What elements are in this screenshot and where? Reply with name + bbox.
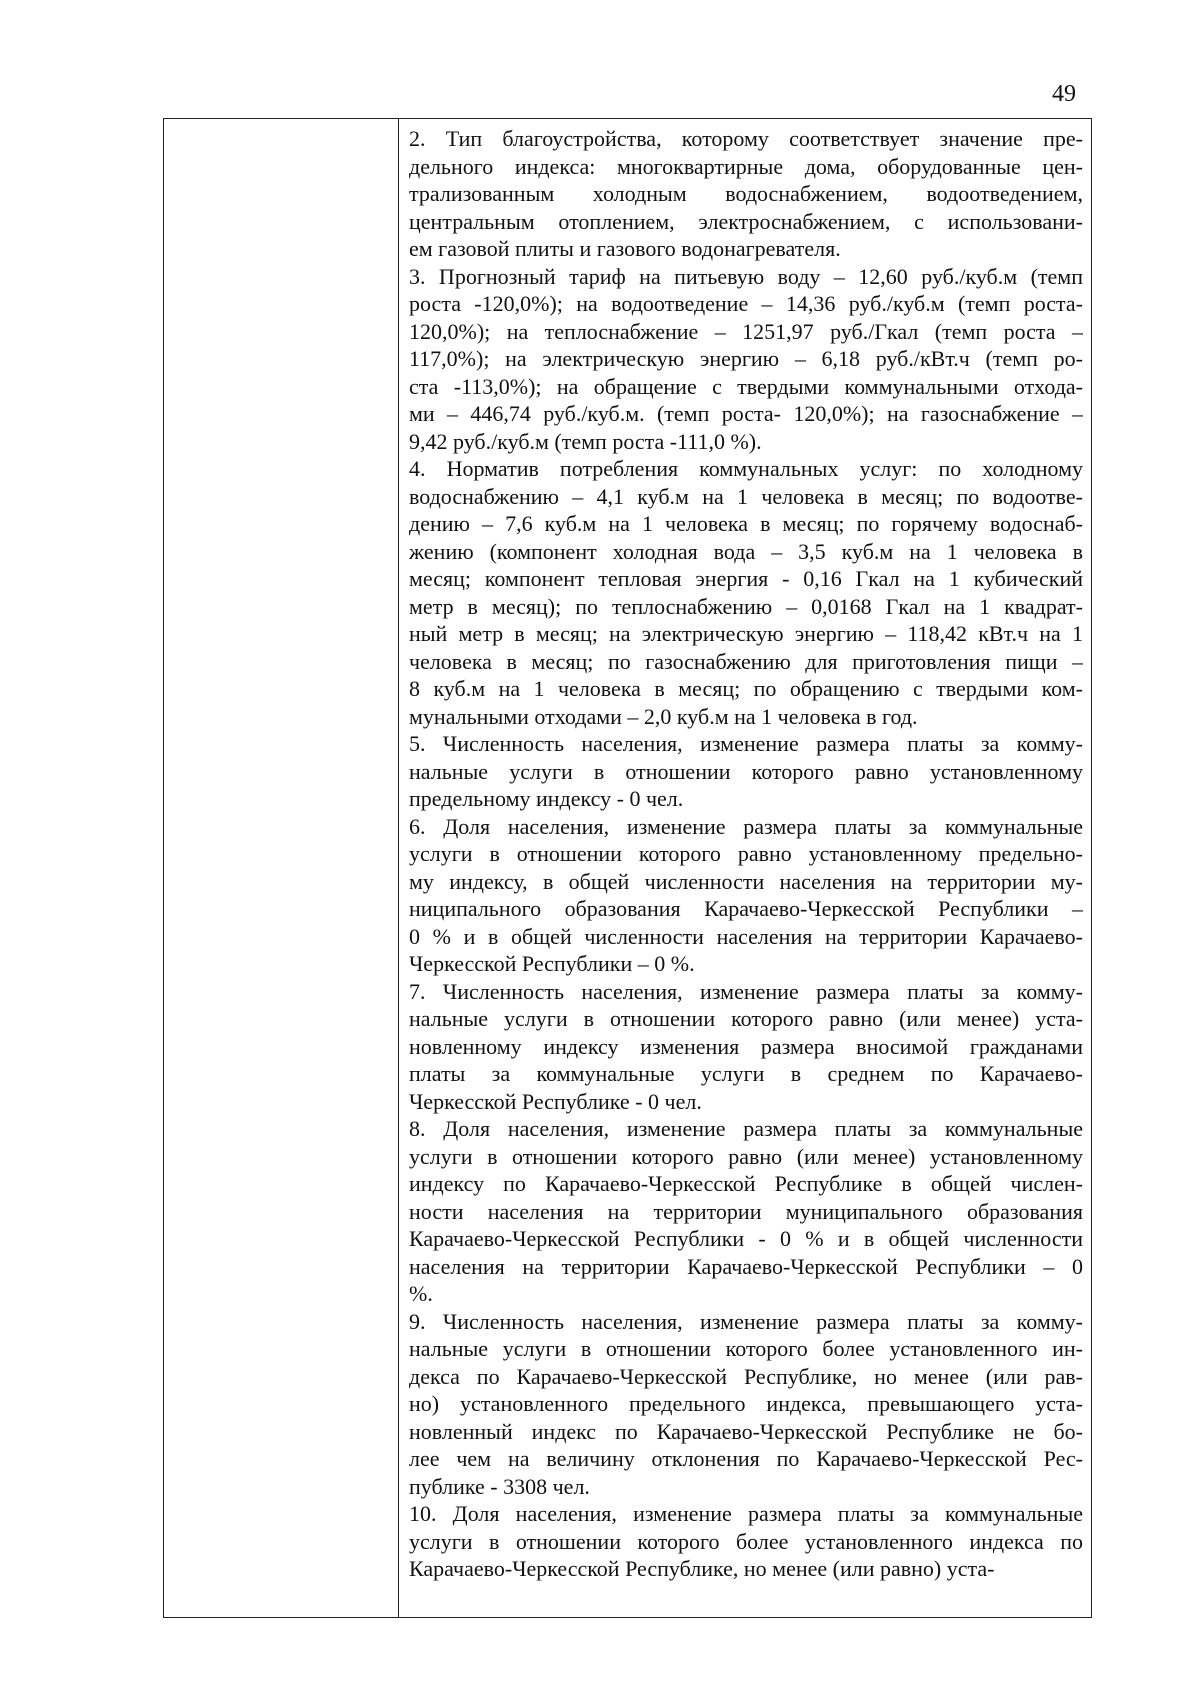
text-line: новленный индекс по Карачаево-Черкесской Республике не бо- [409,1418,1083,1444]
text-line: услуги в отношении которого более установленного индекса по [409,1528,1083,1554]
document-table [163,118,1092,1618]
text-line: лее чем на величину отклонения по Карачаево-Черкесской Рес- [409,1446,1083,1471]
text-line: дельного индекса: многоквартирные дома, оборудованные цен- [409,153,1083,179]
text-line: ный метр в месяц; на электрическую энергию – 118,42 кВт.ч на 1 [409,621,1083,646]
text-line: 10. Доля населения, изменение размера платы за коммунальные [409,1501,1083,1526]
text-line: водоснабжению – 4,1 куб.м на 1 человека в месяц; по водоотве- [409,483,1083,509]
text-line: Карачаево-Черкесской Республике, но менее (или равно) уста- [409,1556,995,1581]
text-line: Карачаево-Черкесской Республики - 0 % и в общей численности [409,1226,1083,1251]
text-line: ста -113,0%); на обращение с твердыми коммунальными отхода- [409,373,1083,399]
text-line: ем газовой плиты и газового водонагревателя. [409,236,841,261]
text-line: центральным отоплением, электроснабжением, с использовани- [409,208,1083,234]
text-line: публике - 3308 чел. [409,1473,590,1499]
text-line: нальные услуги в отношении которого равно (или менее) уста- [409,1006,1083,1031]
text-line: декса по Карачаево-Черкесской Республике, но менее (или рав- [409,1363,1083,1389]
text-line: человека в месяц; по газоснабжению для приготовления пищи – [409,648,1083,674]
text-line: платы за коммунальные услуги в среднем по Карачаево- [409,1061,1083,1086]
text-line: ми – 446,74 руб./куб.м. (темп роста- 120,0%); на газоснабжение – [409,401,1083,426]
text-line: новленному индексу изменения размера вносимой гражданами [409,1033,1083,1059]
text-line: услуги в отношении которого равно (или менее) установленному [409,1143,1083,1169]
text-line: 4. Норматив потребления коммунальных услуг: по холодному [409,456,1083,481]
text-line: дению – 7,6 куб.м на 1 человека в месяц; по горячему водоснаб- [409,511,1083,536]
text-line: 120,0%); на теплоснабжение – 1251,97 руб./Гкал (темп роста – [409,318,1083,344]
text-line: месяц; компонент тепловая энергия - 0,16 Гкал на 1 кубический [409,566,1083,591]
text-line: 7. Численность населения, изменение размера платы за комму- [409,978,1083,1004]
text-line: мунальными отходами – 2,0 куб.м на 1 человека в год. [409,703,918,729]
text-line: жению (компонент холодная вода – 3,5 куб.м на 1 человека в [409,538,1083,564]
table-text-column [400,119,1091,1617]
text-line: нальные услуги в отношении которого более установленного ин- [409,1336,1083,1361]
text-line: 8. Доля населения, изменение размера платы за коммунальные [409,1116,1083,1141]
text-line: 3. Прогнозный тариф на питьевую воду – 12,60 руб./куб.м (темп [409,263,1083,289]
text-line: трализованным холодным водоснабжением, водоотведением, [409,181,1083,206]
text-line: ниципального образования Карачаево-Черкесской Республики – [409,896,1083,921]
text-line: метр в месяц); по теплоснабжению – 0,0168 Гкал на 1 квадрат- [409,593,1083,619]
text-line: 9,42 руб./куб.м (темп роста -111,0 %). [409,428,762,454]
text-line: му индексу, в общей численности населения на территории му- [409,868,1083,894]
text-line: индексу по Карачаево-Черкесской Республике в общей числен- [409,1171,1083,1196]
text-line: ности населения на территории муниципального образования [409,1198,1083,1224]
text-line: 117,0%); на электрическую энергию – 6,18 руб./кВт.ч (темп ро- [409,346,1083,371]
text-line: роста -120,0%); на водоотведение – 14,36 руб./куб.м (темп роста- [409,291,1083,316]
text-line: 0 % и в общей численности населения на территории Карачаево- [409,923,1083,949]
text-line: 2. Тип благоустройства, которому соответствует значение пре- [409,126,1083,151]
text-line: предельному индексу - 0 чел. [409,786,684,811]
text-line: Черкесской Республики – 0 %. [409,951,695,976]
page-number: 49 [1052,81,1076,107]
text-line: населения на территории Карачаево-Черкесской Республики – 0 [409,1253,1083,1279]
text-line: 8 куб.м на 1 человека в месяц; по обращению с твердыми ком- [409,676,1083,701]
text-line: %. [409,1281,433,1306]
text-line: 9. Численность населения, изменение размера платы за комму- [409,1308,1083,1334]
text-line: Черкесской Республике - 0 чел. [409,1088,702,1114]
text-line: 5. Численность населения, изменение размера платы за комму- [409,731,1083,756]
text-line: но) установленного предельного индекса, превышающего уста- [409,1391,1083,1416]
table-left-column [164,119,399,1617]
text-line: нальные услуги в отношении которого равно установленному [409,758,1083,784]
text-line: услуги в отношении которого равно установленному предельно- [409,841,1083,866]
text-line: 6. Доля населения, изменение размера платы за коммунальные [409,813,1083,839]
